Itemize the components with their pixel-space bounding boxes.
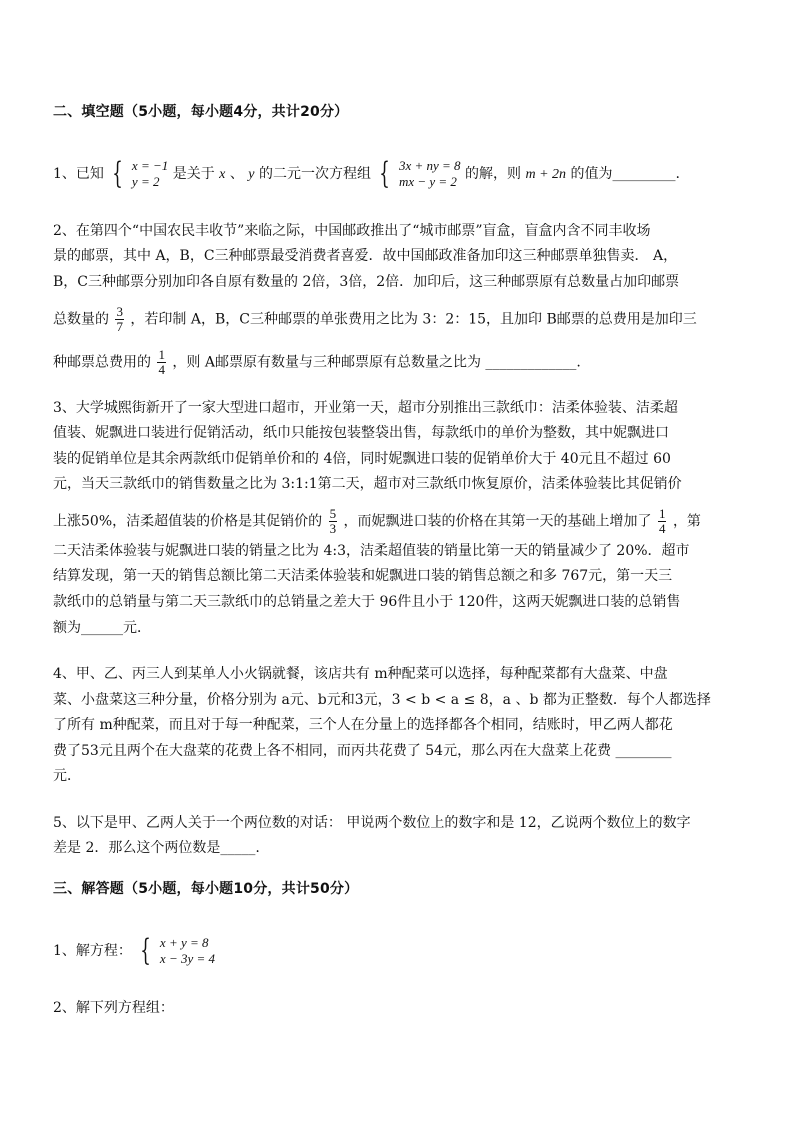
q4-line-5: 元． [53, 768, 81, 784]
q1-prefix: 1、已知 [53, 166, 104, 182]
q2-f1-numerator: 3 [116, 304, 123, 319]
q3-l5-text-c: ，第 [672, 513, 701, 530]
q1-equation-system [375, 158, 460, 190]
q3-l5-text-a: 上涨50%，洁柔超值装的价格是其促销价的 [53, 513, 323, 530]
q3-line-8: 款纸巾的总销量与第二天三款纸巾的总销量之差大于 96件且小于 120件，这两天妮飘进口装的总销售 [53, 594, 681, 610]
q1-var-x: x [219, 167, 226, 182]
q4-line-2: 菜、小盘菜这三种分量，价格分别为 a元、b元和3元，3 < b < a ≤ 8，a 、b 都为正整数．每个人都选择 [53, 692, 711, 708]
q1-sys1-row-1: x = −1 [131, 158, 169, 173]
q3-fraction-2 [658, 507, 667, 536]
q2-line-1: 2、在第四个“中国农民丰收节”来临之际，中国邮政推出了“城市邮票”盲盒，盲盒内含不同丰收场 [53, 223, 651, 239]
q2-fraction-2 [157, 348, 166, 377]
q3-line-5 [53, 507, 701, 536]
q1-separator: 、 [229, 166, 244, 182]
brace-icon: { [379, 156, 391, 191]
q3-line-3: 装的促销单位是其余两款纸巾促销单价和的 4倍，同时妮飘进口装的促销单价大于 40元且不超过 60 [53, 451, 671, 467]
section-title-solve: 三、解答题（5小题，每小题10分，共计50分） [53, 881, 359, 897]
q3-l5-text-b: ，而妮飘进口装的价格在其第一天的基础上增加了 [343, 513, 652, 530]
s1-equation-system [136, 935, 215, 967]
q4-line-1: 4、甲、乙、丙三人到某单人小火锅就餐，该店共有 m种配菜可以选择，每种配菜都有大盘菜、中盘 [53, 666, 668, 682]
q4-line-3: 了所有 m种配菜，而且对于每一种配菜，三个人在分量上的选择都各个相同，结账时，甲乙两人都花 [53, 717, 673, 733]
q2-f2-numerator: 1 [158, 347, 165, 362]
q3-line-9: 额为______元． [53, 620, 151, 636]
q1-mid-1: 是关于 [172, 166, 215, 182]
q1-post-2: 的值为_________. [570, 166, 680, 182]
q3-line-4: 元，当天三款纸巾的销售数量之比为 3:1:1第二天，超市对三款纸巾恢复原价，洁柔体验装比其促销价 [53, 476, 682, 492]
q3-f2-numerator: 1 [658, 506, 666, 521]
q1-var-y: y [248, 167, 255, 182]
q2-l5-text-a: 种邮票总费用的 [53, 354, 151, 371]
q4-line-4: 费了53元且两个在大盘菜的花费上各不相同，而丙共花费了 54元，那么丙在大盘菜上花费 ________ [53, 743, 672, 759]
solve-question-1 [53, 935, 215, 967]
q5-line-1: 5、以下是甲、乙两人关于一个两位数的对话： 甲说两个数位上的数字和是 12，乙说两个数位上的数字 [53, 815, 691, 831]
q1-sys2-row-1: 3x + ny = 8 [398, 158, 461, 173]
s1-row-1: x + y = 8 [159, 935, 209, 950]
q1-solution-system [108, 158, 168, 190]
q1-expression: m + 2n [525, 167, 567, 182]
q1-sys1-row-2: y = 2 [131, 174, 160, 189]
q2-l4-text-b: ，若印制 A，B，C三种邮票的单张费用之比为 3：2：15，且加印 B邮票的总费用是加印三 [130, 311, 697, 328]
q3-line-6: 二天洁柔体验装与妮飘进口装的销量之比为 4:3，洁柔超值装的销量比第一天的销量减少了 20%．超市 [53, 543, 690, 559]
solve-question-2: 2、解下列方程组： [53, 1000, 174, 1016]
q3-line-1: 3、大学城熙街新开了一家大型进口超市，开业第一天，超市分别推出三款纸巾：洁柔体验装、洁柔超 [53, 400, 678, 416]
q3-fraction-1 [329, 507, 338, 536]
q2-line-3: B，C三种邮票分别加印各自原有数量的 2倍，3倍，2倍．加印后，这三种邮票原有总数量占加印邮票 [53, 274, 680, 290]
q5-line-2: 差是 2．那么这个两位数是_____. [53, 840, 260, 856]
q3-f1-numerator: 5 [329, 506, 337, 521]
section-title-fill-blank: 二、填空题（5小题，每小题4分，共计20分） [53, 104, 349, 120]
q2-l5-text-b: ，则 A邮票原有数量与三种邮票原有总数量之比为 _____________. [172, 354, 581, 371]
q3-line-7: 结算发现，第一天的销售总额比第二天洁柔体验装和妮飘进口装的销售总额之和多 767元，第一天三 [53, 568, 673, 584]
question-1 [53, 158, 680, 190]
q1-mid-2: 的二元一次方程组 [258, 166, 371, 182]
s1-prefix: 1、解方程： [53, 943, 132, 959]
q2-line-5 [53, 348, 581, 377]
q2-fraction-1 [115, 305, 124, 334]
q1-post-1: 的解，则 [465, 166, 521, 182]
q2-line-4 [53, 305, 697, 334]
q2-l4-text-a: 总数量的 [53, 311, 109, 328]
brace-icon: { [112, 156, 124, 191]
s1-row-2: x − 3y = 4 [159, 951, 216, 966]
brace-icon: { [140, 933, 152, 968]
q3-line-2: 值装、妮飘进口装进行促销活动，纸巾只能按包装整袋出售，每款纸巾的单价为整数，其中妮飘进口 [53, 425, 669, 441]
q3-f2-denominator: 4 [658, 521, 666, 536]
q3-f1-denominator: 3 [329, 521, 337, 536]
q1-sys2-row-2: mx − y = 2 [398, 174, 457, 189]
q2-f2-denominator: 4 [158, 362, 165, 377]
q2-f1-denominator: 7 [116, 319, 123, 334]
q2-line-2: 景的邮票，其中 A，B，C三种邮票最受消费者喜爱．故中国邮政准备加印这三种邮票单独售卖． A， [53, 248, 678, 264]
